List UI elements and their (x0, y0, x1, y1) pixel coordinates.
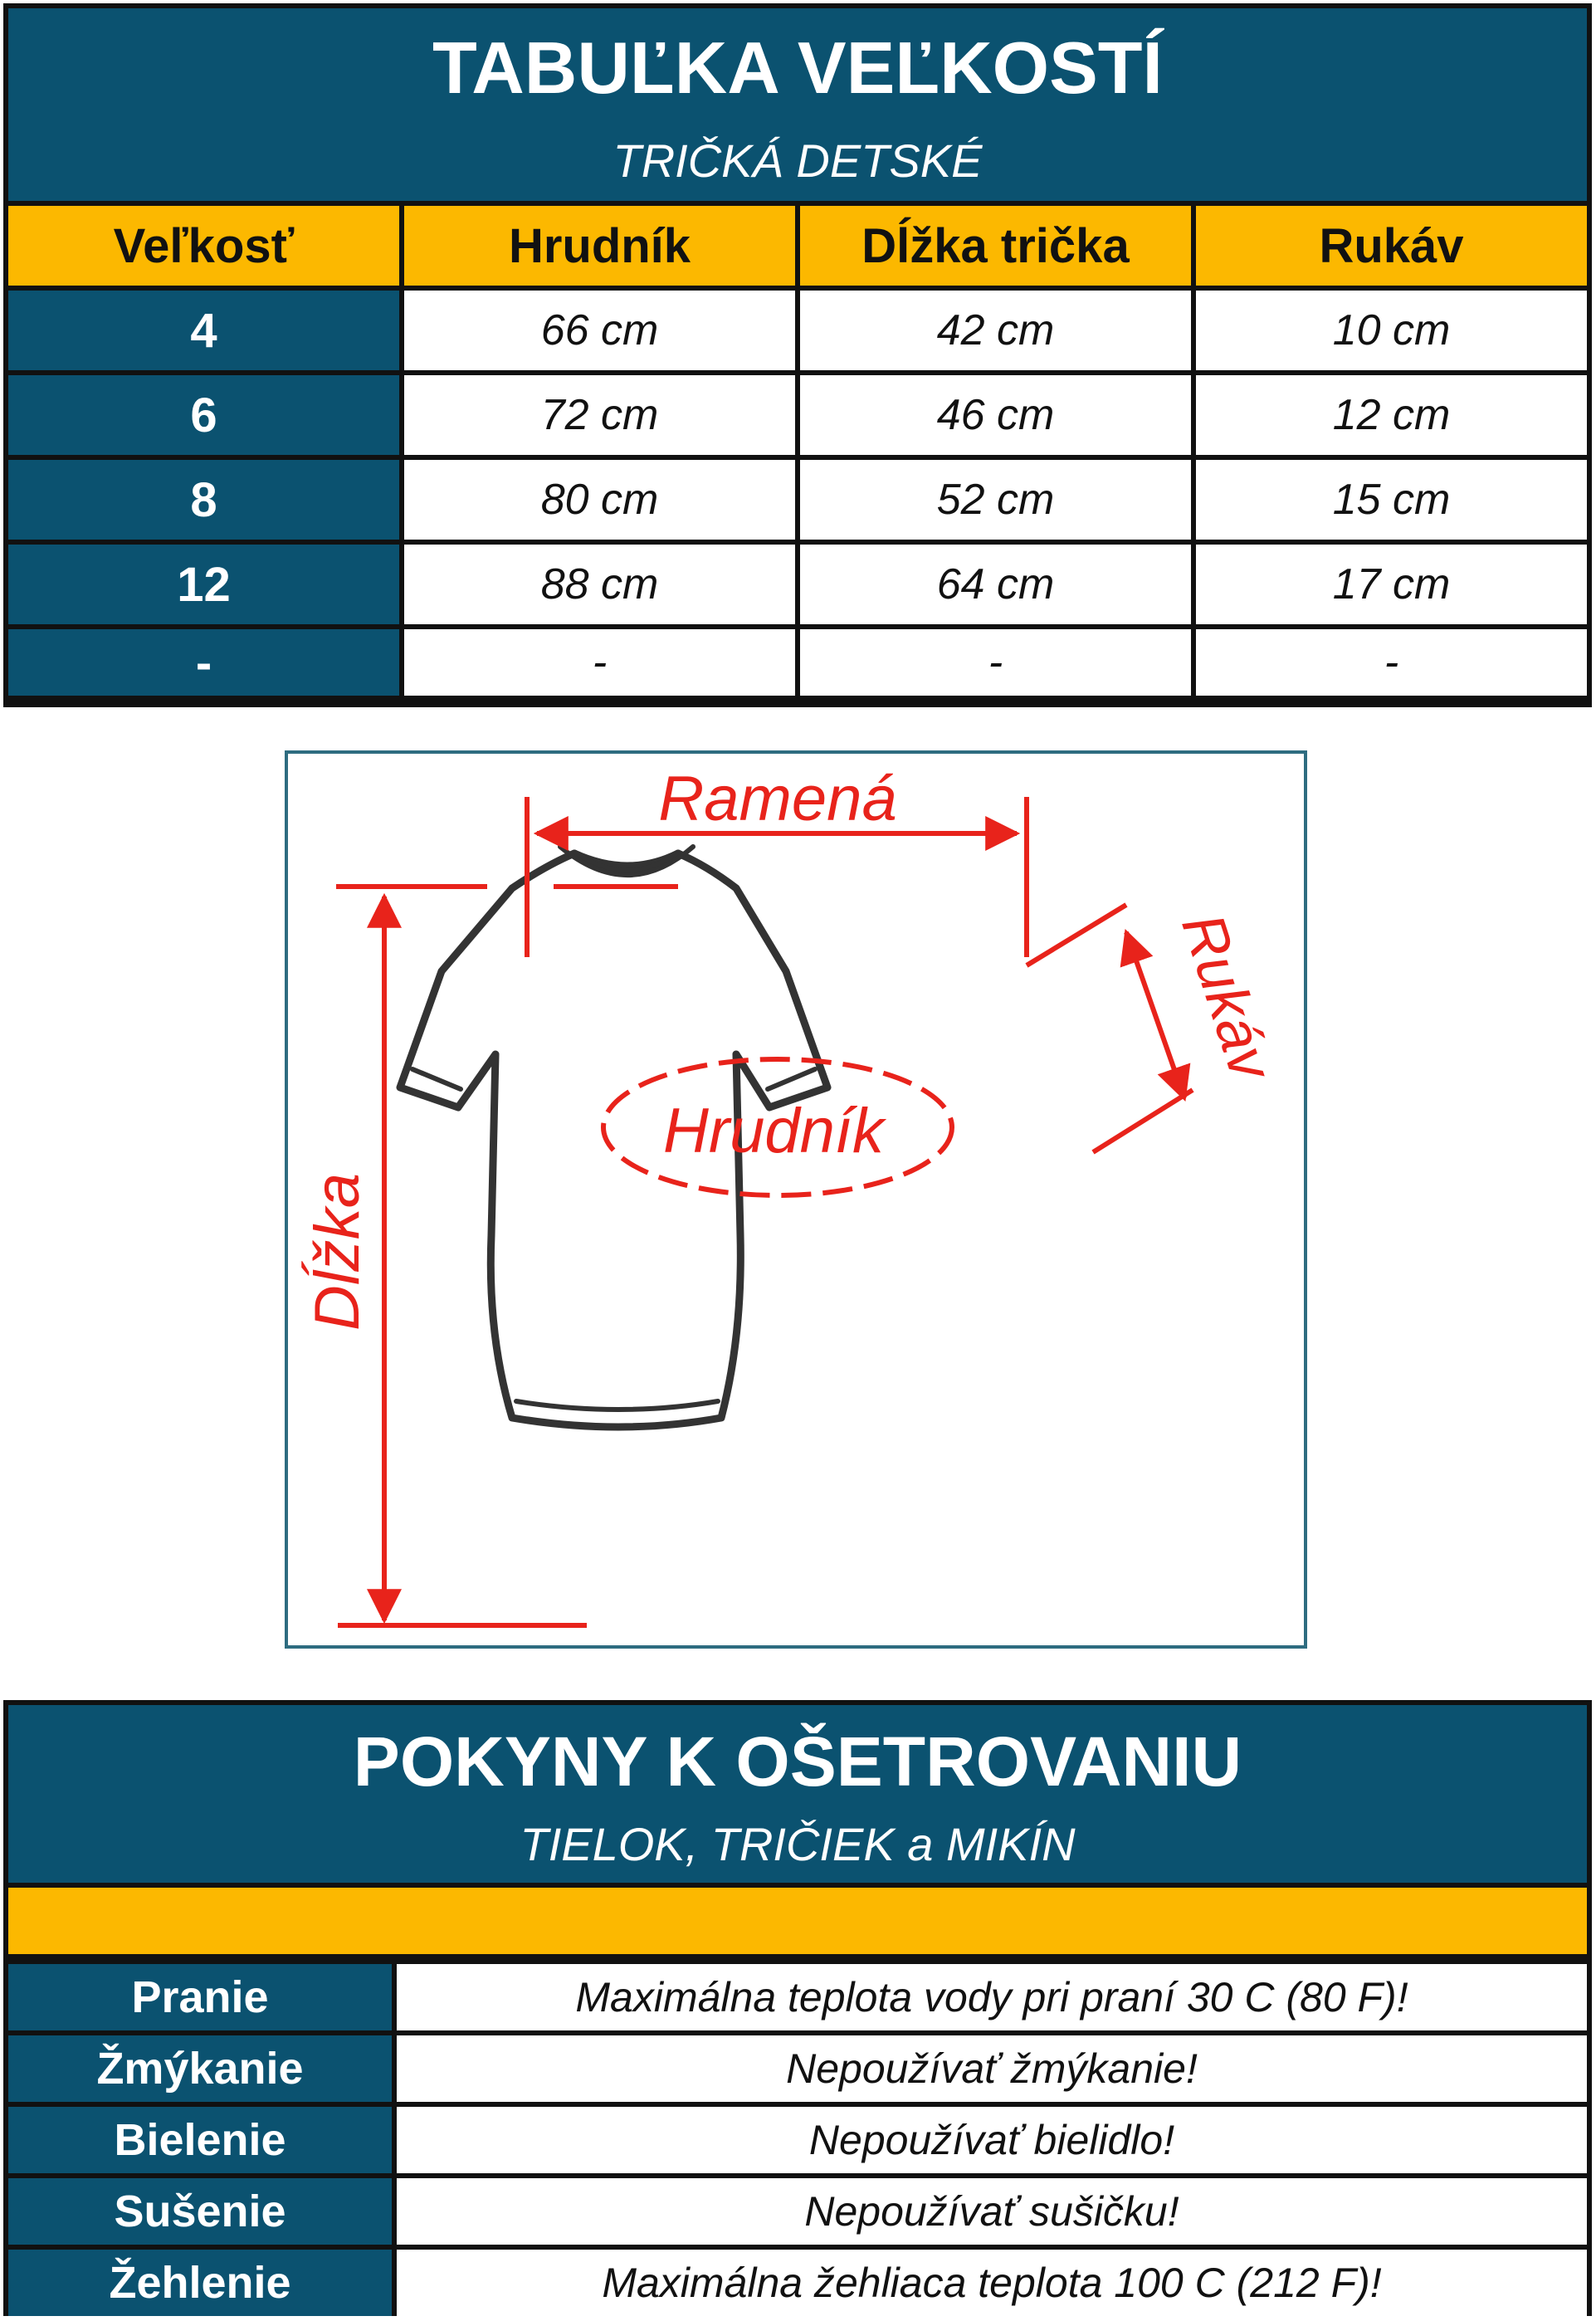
care-label-washing: Pranie (8, 1964, 392, 2030)
care-table (3, 1959, 1592, 2321)
chest-cell: 72 cm (404, 375, 795, 455)
length-cell: 64 cm (800, 545, 1191, 624)
care-table-header (8, 1705, 1587, 1883)
tshirt-measurement-diagram (285, 750, 1307, 1649)
size-table-header-row (8, 206, 1587, 286)
care-label-drying: Sušenie (8, 2178, 392, 2245)
table-row (8, 2035, 1587, 2102)
chest-cell: 66 cm (404, 291, 795, 370)
care-value-bleaching: Nepoužívať bielidlo! (397, 2107, 1587, 2173)
table-row (8, 2107, 1587, 2173)
care-instructions-panel (3, 1700, 1592, 2316)
size-table-panel (3, 3, 1592, 707)
sleeve-cell: 10 cm (1196, 291, 1587, 370)
chest-cell: - (404, 629, 795, 696)
table-row (8, 629, 1587, 696)
sleeve-cell: 12 cm (1196, 375, 1587, 455)
sleeve-label: Rukáv (1169, 906, 1285, 1087)
tshirt-illustration (288, 754, 1304, 1645)
table-row (8, 2178, 1587, 2245)
care-table-subtitle: TIELOK, TRIČIEK a MIKÍN (520, 1818, 1076, 1870)
size-table-subtitle: TRIČKÁ DETSKÉ (613, 134, 983, 187)
column-header-chest: Hrudník (404, 206, 795, 286)
table-row (8, 291, 1587, 370)
length-cell: 46 cm (800, 375, 1191, 455)
size-table-header (8, 8, 1587, 201)
sleeve-cell: 15 cm (1196, 460, 1587, 540)
table-row (8, 545, 1587, 624)
size-table (3, 201, 1592, 701)
size-cell: - (8, 629, 399, 696)
table-row (8, 1964, 1587, 2030)
table-row (8, 2250, 1587, 2316)
care-value-wringing: Nepoužívať žmýkanie! (397, 2035, 1587, 2102)
chest-label: Hrudník (662, 1096, 885, 1166)
column-header-sleeve: Rukáv (1196, 206, 1587, 286)
size-cell: 8 (8, 460, 399, 540)
care-label-bleaching: Bielenie (8, 2107, 392, 2173)
care-label-wringing: Žmýkanie (8, 2035, 392, 2102)
size-cell: 6 (8, 375, 399, 455)
care-label-ironing: Žehlenie (8, 2250, 392, 2316)
sleeve-cell: 17 cm (1196, 545, 1587, 624)
length-cell: - (800, 629, 1191, 696)
table-row (8, 375, 1587, 455)
size-table-title: TABUĽKA VEĽKOSTÍ (432, 27, 1163, 109)
measurement-lines (336, 797, 1193, 1625)
chest-cell: 80 cm (404, 460, 795, 540)
shoulders-label: Ramená (658, 764, 897, 834)
length-cell: 42 cm (800, 291, 1191, 370)
chest-cell: 88 cm (404, 545, 795, 624)
column-header-length: Dĺžka trička (800, 206, 1191, 286)
care-value-washing: Maximálna teplota vody pri praní 30 C (80 F)! (397, 1964, 1587, 2030)
care-table-yellow-divider (8, 1888, 1587, 1954)
care-table-title: POKYNY K OŠETROVANIU (353, 1722, 1242, 1801)
care-value-drying: Nepoužívať sušičku! (397, 2178, 1587, 2245)
sleeve-cell: - (1196, 629, 1587, 696)
care-value-ironing: Maximálna žehliaca teplota 100 C (212 F)! (397, 2250, 1587, 2316)
length-cell: 52 cm (800, 460, 1191, 540)
length-label: Dĺžka (302, 1172, 373, 1332)
column-header-size: Veľkosť (8, 206, 399, 286)
size-cell: 4 (8, 291, 399, 370)
table-row (8, 460, 1587, 540)
size-cell: 12 (8, 545, 399, 624)
